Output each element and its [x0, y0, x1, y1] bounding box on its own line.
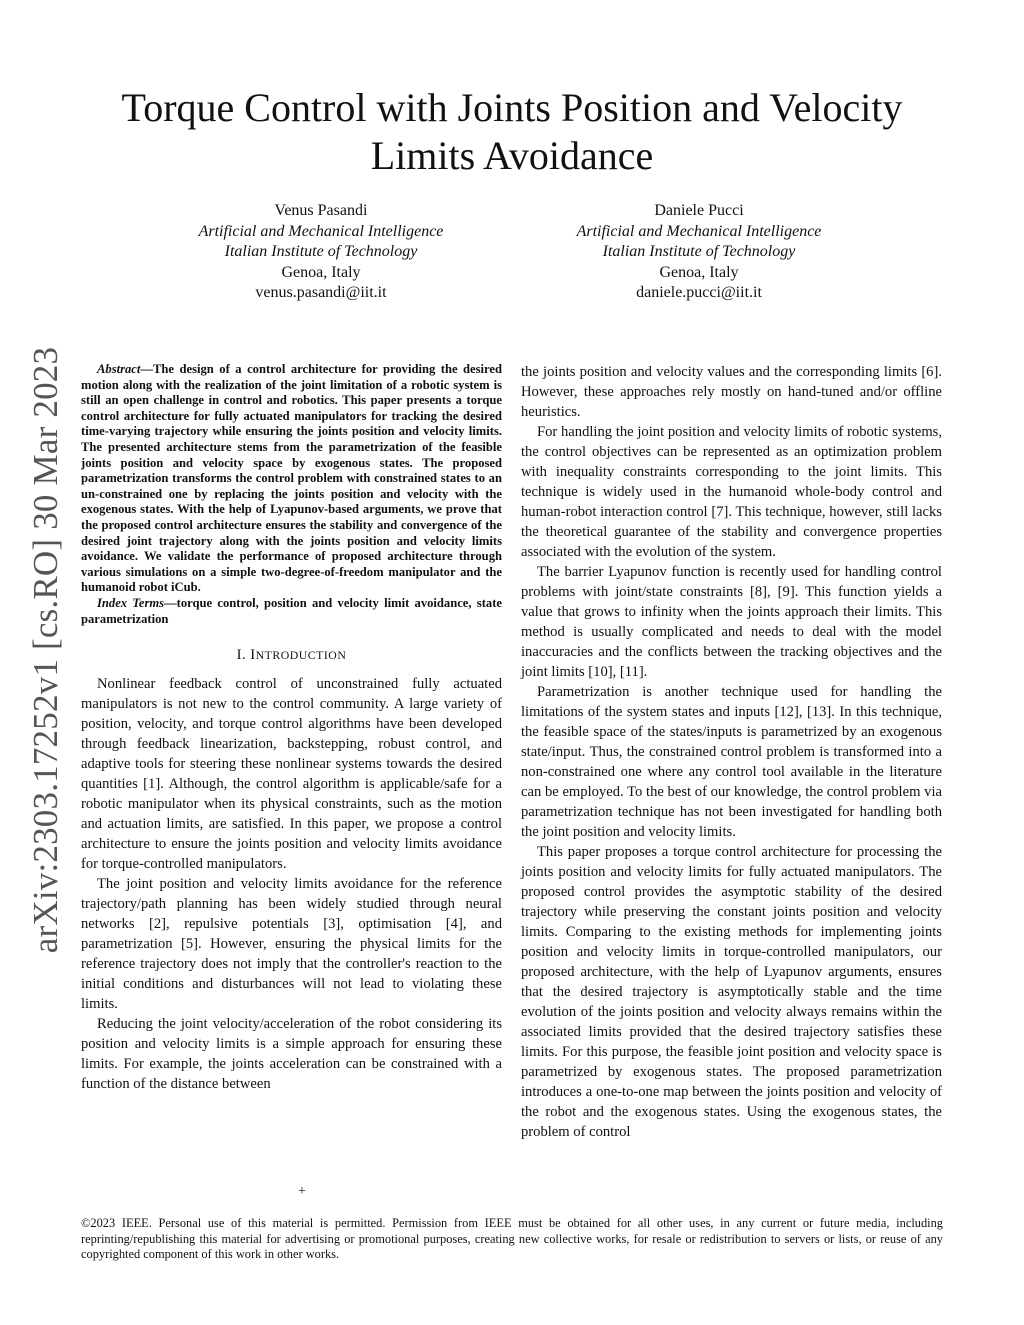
author-name: Daniele Pucci: [654, 202, 744, 219]
abstract-text: The design of a control architecture for providing the desired motion along with the realization of the joint limitation of a robotic system is still an open challenge in control and robotics. This paper presents a torque control architecture for fully actuated manipulators for tracking the desired time-varying trajectory while ensuring the joints position and velocity limits. The presented architecture stems from the parametrization of the feasible joints position and velocity space by exogenous states. The proposed parametrization transforms the control problem with constrained states to an un-constrained one by replacing the joints position and velocity with the exogenous states. With the help of Lyapunov-based arguments, we prove that the proposed control architecture ensures the stability and convergence of the desired joint trajectory along with the joints position and velocity limits avoidance. We validate the performance of proposed architecture through various simulations on a simple two-degree-of-freedom manipulator and the humanoid robot iCub.: [81, 362, 502, 595]
paragraph: The joint position and velocity limits avoidance for the reference trajectory/path planning has been widely studied through neural networks [2], repulsive potentials [3], optimisation [4], and parametrization [5]. However, ensuring the physical limits for the reference trajectory does not imply that the controller's reaction to the initial conditions and disturbances will not lead to violating these limits.: [81, 876, 502, 1013]
abstract: [81, 362, 502, 596]
author-institute: Italian Institute of Technology: [224, 243, 418, 261]
author-affiliation: Artificial and Mechanical Intelligence: [198, 222, 444, 240]
right-column: [521, 362, 942, 1142]
section-title: NTRODUCTION: [255, 648, 347, 663]
abstract-label: Abstract: [97, 362, 141, 376]
page-marker: +: [298, 1184, 306, 1199]
author-block-2: [534, 201, 864, 304]
copyright-notice: ©2023 IEEE. Personal use of this material is permitted. Permission from IEEE must be obtained for all other uses, in any current or future media, including reprinting/republishing this material for advertising or promotional purposes, creating new collective works, for resale or redistribution to servers or lists, or reuse of any copyrighted component of this work in other works.: [81, 1216, 943, 1261]
author-affiliation: Artificial and Mechanical Intelligence: [576, 222, 822, 240]
index-terms-label: Index Terms: [97, 595, 165, 610]
author-email: venus.pasandi@iit.it: [255, 284, 387, 302]
arxiv-identifier: arXiv:2303.17252v1 [cs.RO] 30 Mar 2023: [26, 346, 65, 954]
section-numeral: I. I: [236, 647, 256, 664]
author-institute: Italian Institute of Technology: [602, 243, 796, 261]
author-email: daniele.pucci@iit.it: [636, 284, 762, 302]
author-block-1: [156, 201, 486, 304]
paragraph: Parametrization is another technique used for handling the limitations of the system states and inputs [12], [13]. In this technique, the feasible space of the states/inputs is parametrized by an exogenous state/input. Thus, the constrained control problem is transformed into a non-constrained one where any control tool available in the literature can be employed. To the best of our knowledge, the control problem via parametrization technique has not been investigated for handling both the joint position and velocity limits.: [521, 684, 942, 840]
author-name: Venus Pasandi: [274, 202, 368, 219]
index-terms-separator: —: [164, 595, 177, 610]
paragraph: Nonlinear feedback control of unconstrained fully actuated manipulators is not new to the control community. A large variety of position, velocity, and torque control algorithms have been developed through feedback linearization, backstepping, robust control, and adaptive tools for steering these nonlinear systems towards the desired quantities [1]. Although, the control algorithm is applicable/safe for a robotic manipulator when its physical constraints, such as the motion and actuation limits, are satisfied. In this paper, we propose a control architecture to ensure the joints position and velocity limits avoidance for torque-controlled manipulators.: [81, 676, 502, 873]
author-location: Genoa, Italy: [659, 263, 739, 281]
left-column: [81, 362, 502, 1094]
index-terms: [81, 596, 502, 627]
paragraph: The barrier Lyapunov function is recently used for handling control problems with joint/state constraints [8], [9]. This function yields a value that grows to infinity when the joints approach their limits. This method is usually complicated and needs to deal with the model inaccuracies and the conflicts between the tracking objectives and the joint limits [10], [11].: [521, 564, 942, 680]
paragraph: Reducing the joint velocity/acceleration of the robot considering its position and velocity limits is a simple approach for ensuring these limits. For example, the joints acceleration can be constrained with a function of the distance between: [81, 1016, 502, 1093]
paper-title: Torque Control with Joints Position and Velocity Limits Avoidance: [121, 85, 903, 178]
paragraph-continuation: the joints position and velocity values and the corresponding limits [6]. However, these approaches rely mostly on hand-tuned and/or offline heuristics.: [521, 364, 942, 420]
section-heading-introduction: [81, 645, 502, 665]
index-terms-text: torque control, position and velocity limit avoidance, state parametrization: [81, 595, 502, 626]
abstract-separator: —: [140, 362, 153, 376]
paragraph: For handling the joint position and velocity limits of robotic systems, the control objectives can be represented as an optimization problem with inequality constraints corresponding to the joint limits. This technique is widely used in the humanoid whole-body control and human-robot interaction control [7]. This technique, however, still lacks the theoretical guarantee of the stability and convergence properties associated with the evolution of the system.: [521, 424, 942, 560]
paragraph: This paper proposes a torque control architecture for processing the joints position and velocity limits for fully actuated manipulators. The proposed control provides the asymptotic stability of the desired trajectory while preserving the constant joints position and velocity limits. Comparing to the existing methods for implementing joints position and velocity limits in torque-controlled manipulators, our proposed architecture, with the help of Lyapunov arguments, ensures that the desired trajectory is asymptotically stable and the time evolution of the joints position and velocity always remains within the associated limits provided that the desired trajectory satisfies these limits. For this purpose, the feasible joint position and velocity space is parametrized by exogenous states. The proposed parametrization introduces a one-to-one map between the joints position and velocity of the robot and the exogenous states. Using the exogenous states, the problem of control: [521, 844, 942, 1140]
author-location: Genoa, Italy: [281, 263, 361, 281]
